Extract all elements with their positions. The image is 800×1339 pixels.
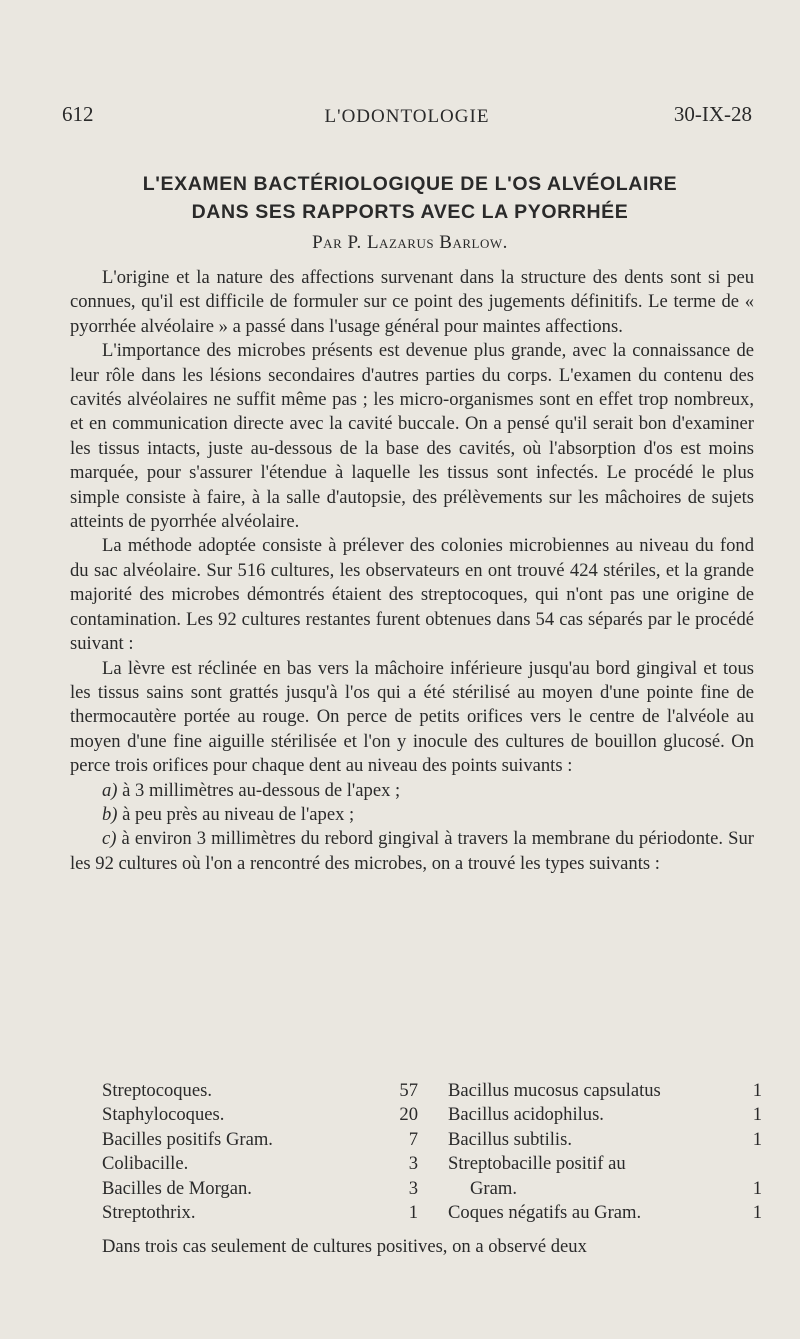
right-count: 1 [752,1104,762,1126]
right-name: Gram. [470,1177,517,1199]
left-name: Streptocoques. [102,1080,212,1101]
page-number: 612 [62,102,94,126]
right-count: 1 [752,1080,762,1101]
left-count: 3 [408,1177,418,1199]
title-line-2: DANS SES RAPPORTS AVEC LA PYORRHÉE [191,201,629,223]
left-name: Colibacille. [102,1153,189,1175]
article-author: Par P. Lazarus Barlow. [312,232,508,253]
list-item [70,779,754,803]
list-item [70,827,754,876]
item-text: à peu près au niveau de l'apex ; [117,803,355,825]
left-count: 20 [399,1104,418,1126]
article-body [70,266,754,876]
right-name: Bacillus mucosus capsulatus [448,1080,661,1101]
list-item [70,803,754,827]
paragraph: L'importance des microbes présents est devenue plus grande, avec la connaissance de leur rôle dans les lésions secondaires d'autres parties du corps. L'examen du contenu des cavités alvéolaires ne suffit même pas ; les micro-organismes sont en effet trop nombreux, et en communication directe avec la cavité buccale. On a pensé qu'il serait bon d'examiner les tissus intacts, juste au-dessous de la base des cavités, où l'absorption d'os est moins marquée, pour s'assurer l'étendue à laquelle les tissus sont infectés. Le procédé le plus simple consiste à faire, à la salle d'autopsie, des prélèvements sur les mâchoires de sujets atteints de pyorrhée alvéolaire. [70,340,754,533]
item-label: a) [102,779,118,801]
left-name: Bacilles positifs Gram. [102,1128,273,1150]
journal-title: L'ODONTOLOGIE [324,106,490,127]
final-line: Dans trois cas seulement de cultures positives, on a observé deux [102,1236,587,1257]
table-row [102,1177,762,1201]
issue-date: 30-IX-28 [673,102,752,126]
article-title [60,170,760,226]
left-name: Streptothrix. [102,1201,196,1223]
item-label: c) [102,828,117,850]
right-count: 1 [752,1177,762,1199]
right-name: Bacillus acidophilus. [448,1104,604,1126]
right-count: 1 [752,1128,762,1150]
left-count: 7 [408,1128,418,1150]
paragraph: L'origine et la nature des affections survenant dans la structure des dents sont si peu connues, qu'il est difficile de formuler sur ce point des jugements définitifs. Le terme de « pyorrhée alvéolaire » a passé dans l'usage général pour maintes affections. [70,267,754,337]
left-name: Bacilles de Morgan. [102,1177,252,1199]
paragraph: La lèvre est réclinée en bas vers la mâchoire inférieure jusqu'au bord gingival et tous les tissus sains sont grattés jusqu'à l'os qui a été stérilisé au moyen d'une pointe fine de thermocautère portée au rouge. On perce de petits orifices vers le centre de l'alvéole au moyen d'une fine aiguille stérilisée et l'on y inocule des cultures de bouillon glucosé. On perce trois orifices pour chaque dent au niveau des points suivants : [70,657,754,777]
item-text: à 3 millimètres au-dessous de l'apex ; [117,779,401,801]
table-row [102,1128,762,1152]
table-row [102,1201,762,1225]
right-name: Streptobacille positif au [448,1153,626,1175]
left-count: 3 [408,1153,418,1175]
table-row [102,1152,762,1176]
right-count: 1 [752,1201,762,1223]
title-line-1: L'EXAMEN BACTÉRIOLOGIQUE DE L'OS ALVÉOLAIRE [142,173,678,195]
right-name: Coques négatifs au Gram. [448,1201,642,1223]
item-text: à environ 3 millimètres du rebord gingival à travers la membrane du périodonte. Sur les 92 cultures où l'on a rencontré des microbes, on a trouvé les types suivants : [70,828,754,874]
microbe-types-table [102,1079,762,1225]
item-label: b) [102,803,118,825]
paragraph: La méthode adoptée consiste à prélever des colonies microbiennes au niveau du fond du sac alvéolaire. Sur 516 cultures, les observateurs en ont trouvé 424 stériles, et la grande majorité des microbes démontrés étaient des streptocoques, qui n'ont pas une origine de contamination. Les 92 cultures restantes furent obtenues dans 54 cas séparés par le procédé suivant : [70,535,754,655]
table-row [102,1079,762,1103]
left-count: 1 [408,1201,418,1223]
left-count: 57 [399,1080,418,1101]
left-name: Staphylocoques. [102,1104,225,1126]
table-row [102,1103,762,1127]
running-header [62,102,752,136]
right-name: Bacillus subtilis. [448,1128,572,1150]
